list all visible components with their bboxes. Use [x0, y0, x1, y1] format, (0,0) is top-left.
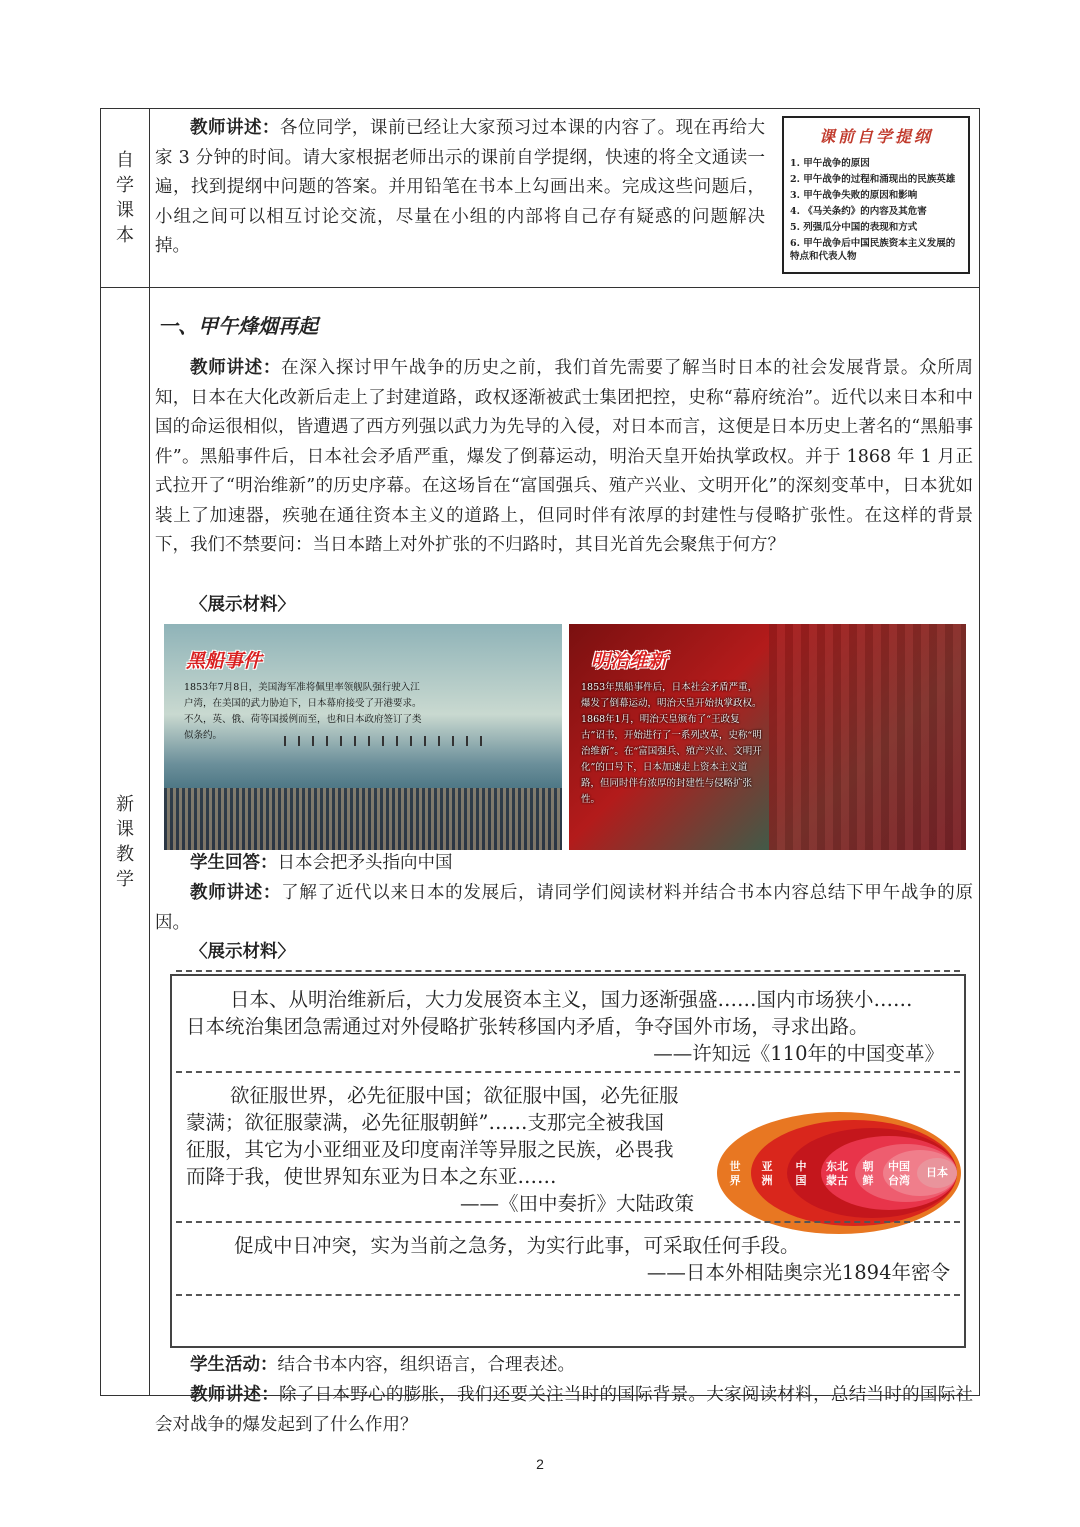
outline-item: 4. 《马关条约》的内容及其危害 — [790, 206, 927, 217]
black-ship-text: 1853年7月8日，美国海军准将佩里率领舰队强行驶入江户湾，在美国的武力胁迫下，日本幕府接受了开港要求。不久，英、俄、荷等国援例而至，也和日本政府签订了类似条约。 — [184, 682, 422, 741]
material-2-line-4: 而降于我，使世界知东亚为日本之东亚…… — [186, 1165, 557, 1188]
intro-paragraph — [155, 354, 973, 561]
paragraph-text: 日本会把矛头指向中国 — [277, 853, 453, 873]
paragraph-text: 除了日本野心的膨胀，我们还要关注当时的国际背景。大家阅读材料，总结当时的国际社会对战争的爆发起到了什么作用？ — [155, 1385, 974, 1435]
meiji-text: 1853年黑船事件后，日本社会矛盾严重，爆发了倒幕运动，明治天皇开始执掌政权。1868年1月，明治天皇颁布了“王政复古”诏书，开始进行了一系列改革，史称“明治维新”。在“富国强兵、殖产兴业、文明开化”的口号下，日本加速走上资本主义道路，但同时伴有浓厚的封建性与侵略扩张性。 — [581, 682, 762, 805]
outline-item: 5. 列强瓜分中国的表现和方式 — [790, 222, 918, 233]
row-label-new-lesson — [101, 288, 150, 1396]
circle-label-northeast: 东北蒙古 — [826, 1160, 848, 1187]
lesson-table — [100, 108, 980, 1435]
circle-label-japan: 日本 — [926, 1166, 948, 1179]
divider — [176, 1071, 960, 1073]
black-ship-image — [164, 624, 562, 850]
paragraph-text: 了解了近代以来日本的发展后，请同学们阅读材料并结合书本内容总结下甲午战争的原因。 — [155, 883, 974, 933]
student-answer — [190, 849, 453, 879]
teacher-paragraph-3 — [155, 1381, 973, 1440]
expansion-circles-diagram — [717, 1112, 961, 1234]
circle-label-china: 中国 — [795, 1160, 807, 1187]
outline-item: 1. 甲午战争的原因 — [790, 158, 870, 169]
material-box — [170, 974, 966, 1348]
show-material-label: 〈展示材料〉 — [190, 595, 295, 615]
material-3-source: ——日本外相陆奥宗光1894年密令 — [646, 1261, 950, 1284]
material-2-line-3: 征服，其它为小亚细亚及印度南洋等异服之民族，必畏我 — [186, 1138, 674, 1161]
material-2-line-1: 欲征服世界，必先征服中国；欲征服中国，必先征服 — [230, 1084, 679, 1107]
material-2-source: ——《田中奏折》大陆政策 — [460, 1192, 695, 1215]
speaker-label: 教师讲述： — [190, 1385, 280, 1405]
outline-item: 3. 甲午战争失败的原因和影响 — [790, 190, 918, 201]
material-1-line-2: 日本统治集团急需通过对外侵略扩张转移国内矛盾，争夺国外市场，寻求出路。 — [186, 1015, 869, 1038]
material-images — [164, 624, 966, 850]
self-study-paragraph — [155, 114, 765, 262]
material-1-source: ——许知远《110年的中国变革》 — [653, 1042, 944, 1065]
teacher-paragraph-2 — [155, 879, 973, 938]
black-ship-title: 黑船事件 — [186, 650, 263, 672]
outline-item: 2. 甲午战争的过程和涌现出的民族英雄 — [790, 174, 956, 185]
speaker-label: 教师讲述： — [190, 358, 282, 378]
circle-label-asia: 亚洲 — [761, 1160, 773, 1187]
speaker-label: 学生回答： — [190, 853, 278, 873]
speaker-label: 教师讲述： — [190, 118, 280, 138]
page-number: 2 — [536, 1456, 544, 1472]
self-study-outline-box — [782, 116, 970, 274]
curtain-illustration — [769, 624, 966, 850]
paragraph-text: 结合书本内容，组织语言，合理表述。 — [277, 1355, 575, 1375]
show-material-label-2: 〈展示材料〉 — [190, 942, 295, 962]
divider — [176, 1294, 960, 1296]
section-heading: 一、甲午烽烟再起 — [158, 314, 318, 338]
divider — [176, 1221, 960, 1223]
material-2-line-2: 蒙满；欲征服蒙满，必先征服朝鲜”……支那完全被我国 — [186, 1111, 664, 1134]
new-lesson-cell — [150, 288, 980, 1435]
paragraph-text: 在深入探讨甲午战争的历史之前，我们首先需要了解当时日本的社会发展背景。众所周知，日本在大化改新后走上了封建道路，政权逐渐被武士集团把控，史称“幕府统治”。近代以来日本和中国的命运很相似，皆遭遇了西方列强以武力为先导的入侵，对日本而言，这便是日本历史上著名的“黑船事件”。黑船事件后，日本社会矛盾严重，爆发了倒幕运动，明治天皇开始执掌政权。并于 1868 年 1 月正式拉开了“明治维新”的历史序幕。在这场旨在“富国强兵、殖产兴业、文明开化”的深刻变革中，日本犹如装上了加速器，疾驰在通往资本主义的道路上，但同时伴有浓厚的封建性与侵略扩张性。在这样的背景下，我们不禁要问：当日本踏上对外扩张的不归路时，其目光首先会聚焦于何方？ — [155, 358, 974, 555]
row-label-self-study — [101, 109, 150, 288]
circle-label-korea: 朝鲜 — [862, 1160, 874, 1187]
paragraph-text: 各位同学，课前已经让大家预习过本课的内容了。现在再给大家 3 分钟的时间。请大家根据老师出示的课前自学提纲，快速的将全文通读一遍，找到提纲中问题的答案。并用铅笔在书本上勾画出来。完成这些问题后，小组之间可以相互讨论交流，尽量在小组的内部将自己存有疑惑的问题解决掉。 — [155, 118, 766, 256]
meiji-title: 明治维新 — [591, 650, 668, 672]
material-1-line-1: 日本、从明治维新后，大力发展资本主义，国力逐渐强盛……国内市场狭小…… — [230, 988, 913, 1011]
new-lesson-label: 新课教学 — [116, 793, 134, 890]
student-activity — [190, 1351, 575, 1381]
crowd-illustration — [164, 788, 562, 850]
circle-label-taiwan: 中国台湾 — [888, 1160, 910, 1187]
outline-list — [790, 157, 962, 263]
speaker-label: 教师讲述： — [190, 883, 282, 903]
outline-title: 课前自学提纲 — [818, 127, 933, 146]
self-study-cell — [150, 109, 980, 288]
divider — [176, 970, 960, 972]
self-study-label: 自学课本 — [116, 150, 134, 246]
circle-label-world: 世界 — [729, 1160, 741, 1187]
material-3-line-1: 促成中日冲突，实为当前之急务，为实行此事，可采取任何手段。 — [234, 1234, 800, 1257]
speaker-label: 学生活动： — [190, 1355, 278, 1375]
meiji-image — [569, 624, 966, 850]
outline-item: 6. 甲午战争后中国民族资本主义发展的特点和代表人物 — [790, 238, 956, 262]
